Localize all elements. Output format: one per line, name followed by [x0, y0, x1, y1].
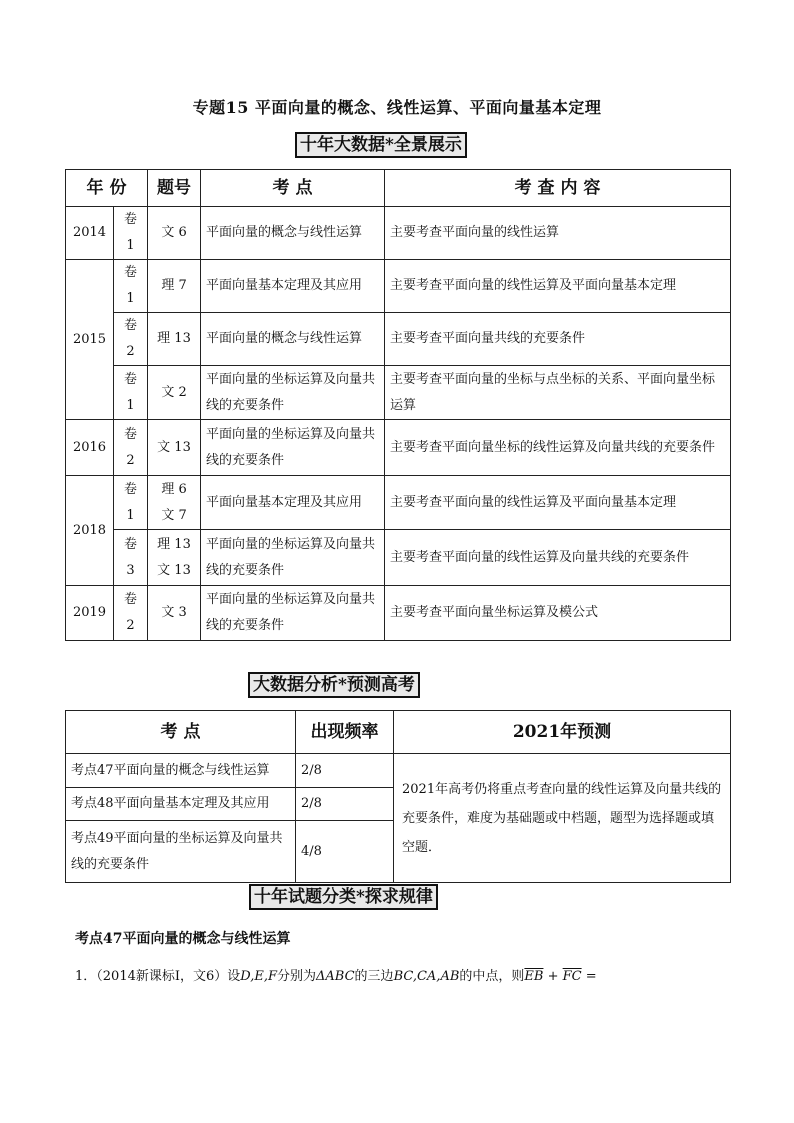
year-cell: 2018: [66, 476, 114, 586]
number-cell: 文 13: [148, 420, 201, 476]
equals-sign: =: [585, 969, 597, 984]
section2-heading: 大数据分析*预测高考: [248, 672, 420, 698]
volume-cell: 卷1: [114, 207, 148, 260]
frequency-cell: 4/8: [296, 821, 394, 883]
topic-cell: 考点47平面向量的概念与线性运算: [66, 754, 296, 788]
header-topic: 考 点: [66, 711, 296, 754]
table-row: [66, 530, 731, 586]
header-number: 题号: [148, 170, 201, 207]
table-row: [66, 260, 731, 313]
number-cell: 文 6: [148, 207, 201, 260]
question-1: [75, 965, 597, 984]
topic-cell: 平面向量的坐标运算及向量共线的充要条件: [201, 530, 385, 586]
volume-cell: 卷2: [114, 586, 148, 641]
table-row: [66, 476, 731, 530]
content-cell: 主要考查平面向量共线的充要条件: [385, 313, 731, 366]
number-cell: 文 2: [148, 366, 201, 420]
content-cell: 主要考查平面向量坐标运算及模公式: [385, 586, 731, 641]
header-year: 年 份: [66, 170, 148, 207]
question-text: 的三边: [354, 969, 394, 984]
topic-cell: 平面向量的概念与线性运算: [201, 313, 385, 366]
topic-cell: 平面向量的坐标运算及向量共线的充要条件: [201, 586, 385, 641]
content-cell: 主要考查平面向量坐标的线性运算及向量共线的充要条件: [385, 420, 731, 476]
volume-cell: 卷1: [114, 260, 148, 313]
number-cell: 理 7: [148, 260, 201, 313]
topic-cell: 平面向量的概念与线性运算: [201, 207, 385, 260]
topic-cell: 考点49平面向量的坐标运算及向量共线的充要条件: [66, 821, 296, 883]
question-text: 的中点，则: [459, 969, 525, 984]
number-cell: 文 3: [148, 586, 201, 641]
side-labels: BC,CA,AB: [393, 969, 460, 984]
number-cell: 理 13: [148, 313, 201, 366]
year-cell: 2016: [66, 420, 114, 476]
table-row: [66, 420, 731, 476]
question-text: 分别为: [277, 969, 317, 984]
table-row: [66, 366, 731, 420]
table-row: [66, 586, 731, 641]
vector-eb: $\overline{EB}$: [524, 969, 544, 984]
topic-cell: 平面向量基本定理及其应用: [201, 476, 385, 530]
topic-section-title: 考点47平面向量的概念与线性运算: [75, 931, 291, 947]
header-frequency: 出现频率: [296, 711, 394, 754]
content-cell: 主要考查平面向量的坐标与点坐标的关系、平面向量坐标运算: [385, 366, 731, 420]
point-variables: D,E,F: [240, 969, 277, 984]
table-header-row: [66, 170, 731, 207]
section1-heading: 十年大数据*全景展示: [295, 132, 467, 158]
content-cell: 主要考查平面向量的线性运算: [385, 207, 731, 260]
plus-sign: +: [547, 969, 559, 984]
table-big-data-analysis: [65, 710, 731, 883]
volume-cell: 卷1: [114, 366, 148, 420]
content-cell: 主要考查平面向量的线性运算及平面向量基本定理: [385, 476, 731, 530]
frequency-cell: 2/8: [296, 788, 394, 821]
year-cell: 2015: [66, 260, 114, 420]
table-row: [66, 313, 731, 366]
frequency-cell: 2/8: [296, 754, 394, 788]
question-prefix: 1．（2014新课标I，文6）设: [75, 969, 241, 984]
volume-cell: 卷2: [114, 420, 148, 476]
volume-cell: 卷3: [114, 530, 148, 586]
topic-cell: 平面向量基本定理及其应用: [201, 260, 385, 313]
year-cell: 2019: [66, 586, 114, 641]
table-header-row: [66, 711, 731, 754]
vector-fc: $\overline{FC}$: [562, 969, 582, 984]
page-title: 专题15 平面向量的概念、线性运算、平面向量基本定理: [192, 98, 602, 117]
header-prediction: 2021年预测: [394, 711, 731, 754]
topic-cell: 平面向量的坐标运算及向量共线的充要条件: [201, 420, 385, 476]
volume-cell: 卷2: [114, 313, 148, 366]
content-cell: 主要考查平面向量的线性运算及平面向量基本定理: [385, 260, 731, 313]
table-row: [66, 754, 731, 788]
content-cell: 主要考查平面向量的线性运算及向量共线的充要条件: [385, 530, 731, 586]
header-content: 考 查 内 容: [385, 170, 731, 207]
volume-cell: 卷1: [114, 476, 148, 530]
vector-expression: [524, 969, 596, 984]
topic-cell: 平面向量的坐标运算及向量共线的充要条件: [201, 366, 385, 420]
prediction-cell: 2021年高考仍将重点考查向量的线性运算及向量共线的充要条件，难度为基础题或中档题，题型为选择题或填空题．: [394, 754, 731, 883]
topic-cell: 考点48平面向量基本定理及其应用: [66, 788, 296, 821]
triangle-label: ΔABC: [316, 969, 355, 984]
section3-heading: 十年试题分类*探求规律: [249, 884, 438, 910]
number-cell: 理 6 文 7: [148, 476, 201, 530]
year-cell: 2014: [66, 207, 114, 260]
header-topic: 考 点: [201, 170, 385, 207]
table-row: [66, 207, 731, 260]
table-ten-year-data: [65, 169, 731, 641]
number-cell: 理 13 文 13: [148, 530, 201, 586]
